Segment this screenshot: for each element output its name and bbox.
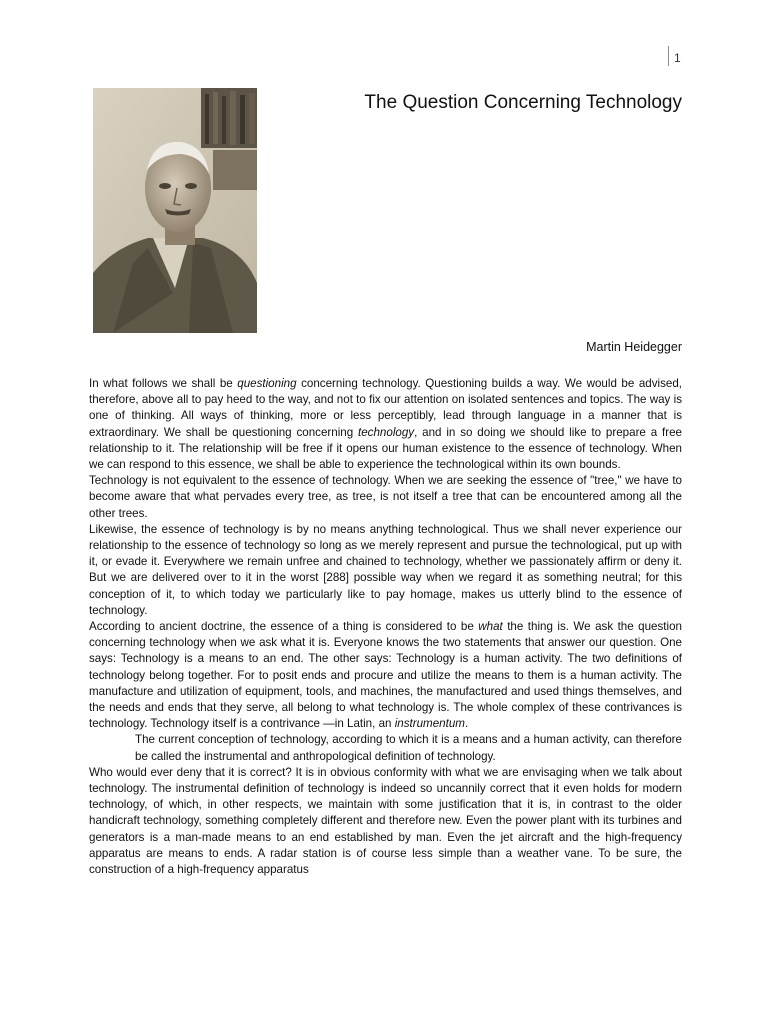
paragraph-6: Who would ever deny that it is correct? It is in obvious conformity with what we are envisaging when we talk about technology. The instrumental definition of technology is indeed so uncannily correct that it even holds for modern technology, of which, in other respects, we maintain with some justification that it is, in contrast to the older handicraft technology, something completely different and therefore new. Even the power plant with its turbines and generators is a man-made means to an end established by man. Even the jet aircraft and the high-frequency apparatus are means to ends. A radar station is of course less simple than a weather vane. To be sure, the construction of a high-frequency apparatus	[89, 765, 682, 877]
paragraph-2: Technology is not equivalent to the essence of technology. When we are seeking the essence of "tree," we have to become aware that what pervades every tree, as tree, is not itself a tree that can be encountered among all the other trees.	[89, 474, 682, 520]
document-title: The Question Concerning Technology	[364, 92, 682, 113]
paragraph-4: According to ancient doctrine, the essence of a thing is considered to be what the thing is. We ask the question concerning technology when we ask what it is. Everyone knows the two statements that answer our question. One says: Technology is a means to an end. The other says: Technology is a human activity. The two definitions of technology belong together. For to posit ends and procure and utilize the means to them is a human activity. The manufacture and utilization of equipment, tools, and machines, the manufactured and used things themselves, and the needs and ends that they serve, all belong to what technology is. The whole complex of these contrivances is technology. Technology itself is a contrivance —in Latin, an instrumentum.	[89, 620, 682, 731]
author-name: Martin Heidegger	[586, 340, 682, 354]
page-number: 1	[674, 51, 681, 65]
paragraph-1: In what follows we shall be questioning concerning technology. Questioning builds a way. We would be advised, therefore, above all to pay heed to the way, and not to fix our attention on isolated sentences and topics. The way is one of thinking. All ways of thinking, more or less perceptibly, lead through language in a manner that is extraordinary. We shall be questioning concerning technology, and in so doing we should like to prepare a free relationship to it. The relationship will be free if it opens our human existence to the essence of technology. When we can respond to this essence, we shall be able to experience the technological within its own bounds.	[89, 377, 683, 472]
paragraph-3: Likewise, the essence of technology is by no means anything technological. Thus we shall never experience our relationship to the essence of technology so long as we merely represent and pursue the technological, put up with it, or evade it. Everywhere we remain unfree and chained to technology, whether we passionately affirm or deny it. But we are delivered over to it in the worst [288] possible way when we regard it as something neutral; for this conception of it, to which today we particularly like to pay homage, makes us utterly blind to the essence of technology.	[89, 522, 682, 617]
paragraph-5: The current conception of technology, according to which it is a means and a human activity, can therefore be called the instrumental and anthropological definition of technology.	[135, 733, 682, 763]
essay-body	[89, 376, 682, 878]
page-number-divider	[668, 46, 669, 66]
author-portrait-photo	[93, 88, 257, 333]
portrait-image	[93, 88, 257, 333]
